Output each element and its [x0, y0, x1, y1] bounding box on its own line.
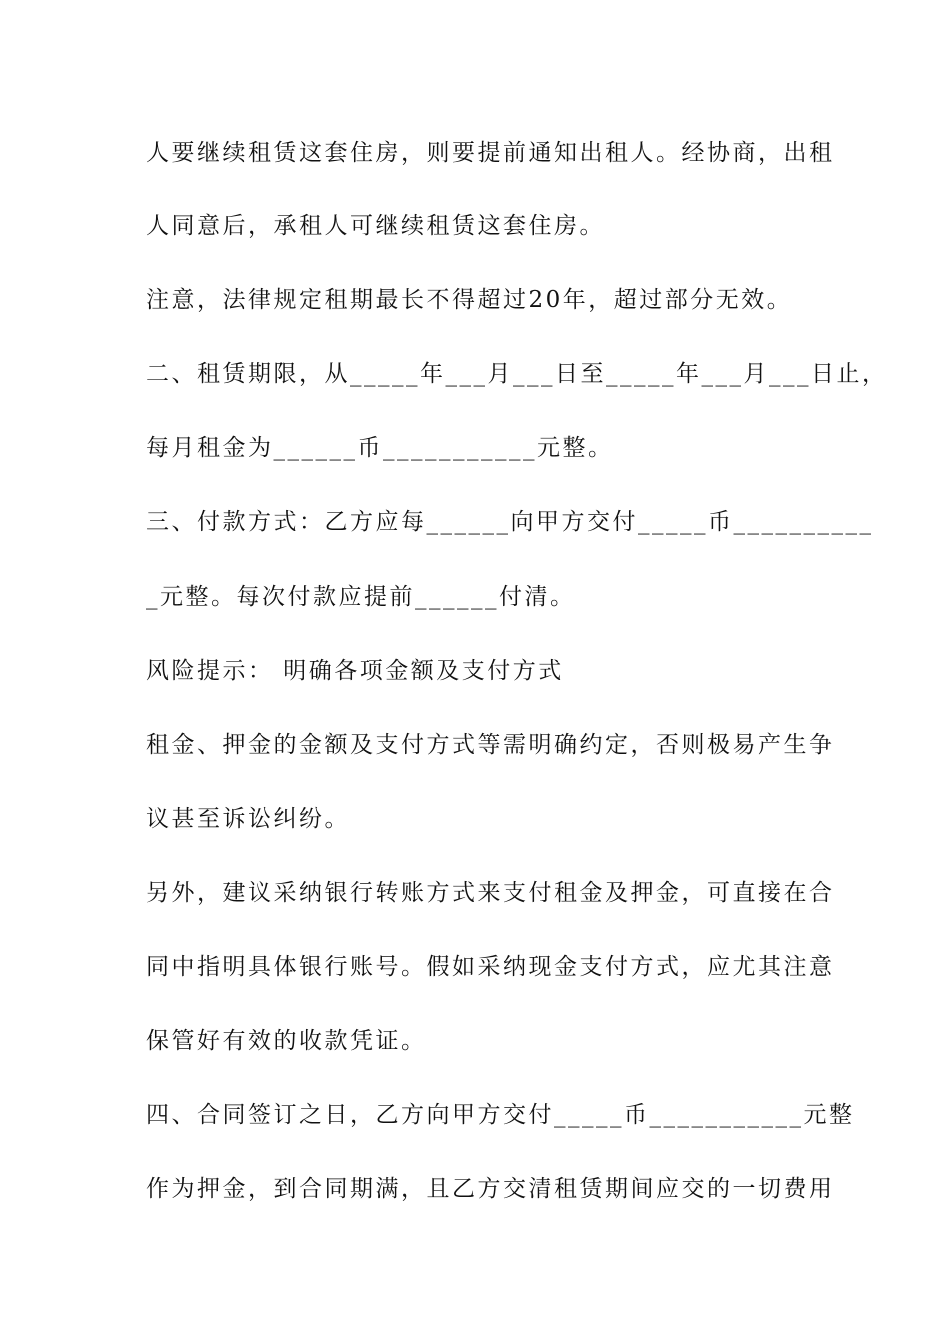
text-line: 二、租赁期限，从_____年___月___日至_____年___月___日止， [146, 361, 888, 387]
text-line: 三、付款方式：乙方应每______向甲方交付_____币__________ [146, 509, 874, 535]
text-line: 人要继续租赁这套住房，则要提前通知出租人。经协商，出租 [146, 140, 835, 166]
text-line: 作为押金，到合同期满，且乙方交清租赁期间应交的一切费用 [146, 1176, 835, 1202]
text-line: 每月租金为______币___________元整。 [146, 435, 614, 461]
text-line: 保管好有效的收款凭证。 [146, 1028, 427, 1054]
text-line: 同中指明具体银行账号。假如采纳现金支付方式，应尤其注意 [146, 954, 835, 980]
text-line: 四、合同签订之日，乙方向甲方交付_____币___________元整 [146, 1102, 855, 1128]
text-line: 议甚至诉讼纠纷。 [146, 806, 350, 832]
risk-heading: 风险提示： 明确各项金额及支付方式 [146, 658, 564, 684]
text-line: 租金、押金的金额及支付方式等需明确约定，否则极易产生争 [146, 732, 835, 758]
text-line: _元整。每次付款应提前______付清。 [146, 584, 576, 610]
text-line: 另外，建议采纳银行转账方式来支付租金及押金，可直接在合 [146, 880, 835, 906]
text-line: 人同意后，承租人可继续租赁这套住房。 [146, 213, 605, 239]
text-line: 注意，法律规定租期最长不得超过20年，超过部分无效。 [146, 287, 793, 313]
